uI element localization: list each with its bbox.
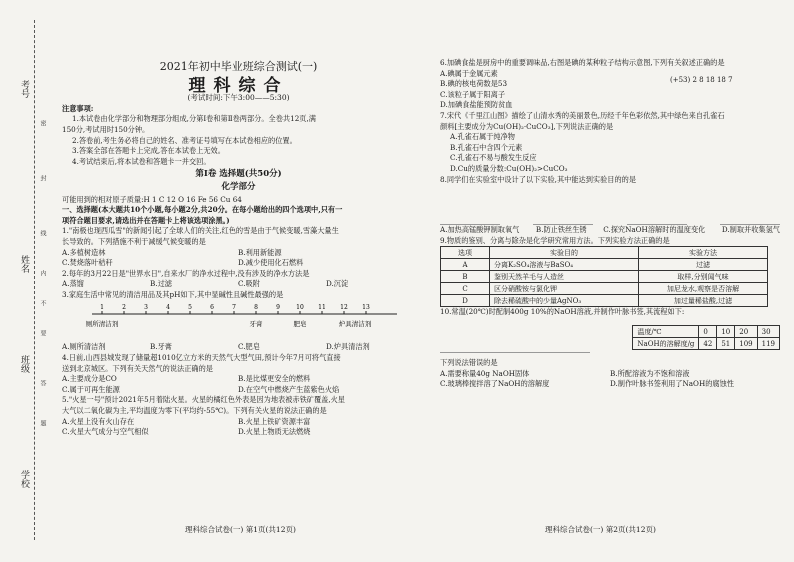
right-column [440,0,780,390]
ph-tick-label: 11 [318,304,326,312]
option: A.加热高锰酸钾制取氧气 [440,225,520,235]
option: D.炉具清洁剂 [326,342,370,352]
option: A.孔雀石属于纯净物 [450,132,515,142]
question-7: 7.宋代《千里江山图》描绘了山清水秀的美丽景色,历经千年色彩依然,其中绿色来自孔雀石 [440,110,725,120]
apparatus-a [440,185,500,225]
question-1: 长导致的。下列措施不利于减缓气候变暖的是 [62,236,206,246]
option: C.孔雀石不易与酸发生反应 [450,153,537,163]
table-cell: D [441,295,490,307]
table-cell: 加过量稀盐酸,过滤 [639,295,768,307]
table-cell: 温度/℃ [633,326,699,338]
question-4: 4.日前,山西县城发现了储量超1010亿立方米的天然气大型气田,预计今年7月可将气直接 [62,353,341,363]
table-cell: NaOH的溶解度/g [633,338,699,350]
q3-options [62,342,415,353]
question-1: 1."南极也现西瓜雪"的新闻引起了全球人们的关注,红色的雪是由于气候变暖,雪藻大量生 [62,226,339,236]
question-8: 8.同学们在实验室中设计了以下实验,其中能达到实验目的的是 [440,174,637,184]
table-cell: 分离K₂SO₄溶液与BaSO₄ [490,259,639,271]
option: B.是比煤更安全的燃料 [238,374,311,384]
instructions: 一、选择题(本大题共10个小题,每小题2分,共20分。在每小题给出的四个选项中,只有一 [62,205,343,215]
option: C.该粒子属于阳离子 [440,89,506,99]
question-5: 大气以二氧化碳为主,平均温度为零下(平均约-55℃)。下列有关火星的说法正确的是 [62,406,327,416]
ph-tick-label: 2 [122,304,126,312]
q10-options [440,379,780,390]
q10-subprompt: 下列说法错误的是 [440,357,498,367]
left-column [62,0,415,438]
option: A.多植树造林 [62,247,106,257]
seal-line [34,20,35,540]
apparatus-b [533,185,593,225]
question-3: 3.家庭生活中常见的清洁用品及其pH如下,其中显碱性且碱性最强的是 [62,289,284,299]
table-cell: 过滤 [639,259,768,271]
option: D.沉淀 [326,279,349,289]
notice-line: 1.本试卷由化学部分和物理部分组成,分第Ⅰ卷和第Ⅱ卷两部分。全卷共12页,满 [72,114,316,124]
table-cell: 51 [717,338,735,350]
ph-tick-label: 13 [362,304,370,312]
option: B.利用新能源 [238,247,282,257]
table-cell: 区分硝酸铵与氯化钾 [490,283,639,295]
solubility-table [632,325,780,350]
exam-title: 2021年初中毕业班综合测试(一) [159,60,318,73]
q10-options [440,369,780,380]
seal-word: 线 [39,230,46,236]
q6-block [440,69,780,111]
question-2: 2.每年的3月22日是"世界水日",自来水厂的净水过程中,没有涉及的净水方法是 [62,268,310,278]
table-cell: C [441,283,490,295]
table-cell: 119 [757,338,779,350]
apparatus-c [627,185,687,225]
seal-word: 要 [39,330,46,336]
question-6: 6.加碘食盐是厨房中的重要调味品,右图是碘的某种粒子结构示意图,下列有关叙述正确的是 [440,58,725,67]
flow-diagram [440,322,590,353]
question-10: 10.常温(20℃)时配制400g 10%的NaOH溶液,并制作叶脉书签,其流程如下: [440,307,685,317]
option: A.碘属于金属元素 [440,68,498,78]
ph-tick-label: 5 [188,304,192,312]
ph-item-label: 牙膏 [249,320,263,329]
question-9: 9.物质的鉴别、分离与除杂是化学研究常用方法。下列实验方法正确的是 [440,235,670,245]
apparatus-d [720,185,780,225]
ph-item-label: 肥皂 [293,320,307,329]
seal-word: 密 [39,120,46,126]
ph-scale [62,300,415,342]
table-cell: 30 [757,326,779,338]
binding-margin [0,0,50,562]
table-cell: 109 [735,338,757,350]
ph-tick-label: 10 [296,304,304,312]
table-cell: 鉴别天然羊毛与人造丝 [490,271,639,283]
table-row [441,259,768,271]
table-row [633,338,780,350]
table-cell: 20 [735,326,757,338]
option: D.减少使用化石燃料 [238,258,304,268]
ph-item-label: 炉具清洁剂 [338,320,372,329]
option: C.吸附 [238,279,260,289]
question-7: 颜料[主要成分为Cu(OH)₂·CuCO₃],下列说法正确的是 [440,121,614,131]
seal-word: 题 [39,420,46,426]
option: A.火星上没有火山存在 [62,416,135,426]
class-label: 班级 [19,355,29,373]
option: B.防止铁丝生锈 [535,225,587,235]
page-footer-left: 理科综合试卷(一) 第1页(共12页) [185,525,296,534]
q9-table [440,246,768,307]
option: C.焚烧落叶秸秆 [62,258,113,268]
chemistry-heading: 化学部分 [221,181,256,192]
ph-tick-label: 7 [232,304,236,312]
table-header: 选项 [441,247,490,259]
q2-options [62,279,415,290]
table-cell: A [441,259,490,271]
table-cell: 除去稀硫酸中的少量AgNO₃ [490,295,639,307]
exam-number-label: 考号 [19,80,29,98]
seal-word: 不 [39,300,46,306]
option: B.过滤 [150,279,172,289]
ph-tick-label: 4 [166,304,170,312]
option: D.火星上物质无法燃烧 [238,427,311,437]
q8-options [440,225,780,236]
option: B.孔雀石中含四个元素 [450,142,523,152]
ph-tick-label: 8 [254,304,258,312]
option: B.火星上铁矿资源丰富 [238,416,311,426]
option: A.厕所清洁剂 [62,342,106,352]
option: A.需要称量40g NaOH固体 [440,368,530,378]
q1-options [62,248,415,259]
table-header: 实验方法 [639,247,768,259]
table-cell: B [441,271,490,283]
ph-tick-label: 12 [340,304,348,312]
iodine-atom-diagram: (+53) 2 8 18 18 7 [670,75,733,84]
q5-options [62,427,415,438]
option: C.玻璃棒搅拌溶了NaOH的溶解度 [440,379,550,389]
ph-item-label: 厕所清洁剂 [85,320,119,329]
table-cell: 10 [717,326,735,338]
seal-word: 内 [39,270,46,276]
section-heading: 第Ⅰ卷 选择题(共50分) [195,169,282,180]
notice-heading: 注意事项: [62,103,94,113]
atomic-masses: 可能用到的相对原子质量:H 1 C 12 O 16 Fe 56 Cu 64 [62,194,242,204]
option: A.蒸馏 [62,279,84,289]
option: D.加碘食盐能预防贫血 [440,100,513,110]
table-cell: 42 [699,338,717,350]
q10-flow [440,318,780,358]
question-5: 5."火星一号"预计2021年5月着陆火星。火星的橘红色外表是因为地表被赤铁矿覆盖,火星 [62,395,345,405]
seal-word: 封 [39,175,46,181]
ph-tick-label: 6 [210,304,214,312]
page-footer-right: 理科综合试卷(一) 第2页(共12页) [545,525,656,534]
notice-line: 4.考试结束后,将本试卷和答题卡一并交回。 [72,156,211,166]
option: A.主要成分是CO [62,374,117,384]
option: C.火星大气成分与空气相似 [62,427,149,437]
instructions: 项符合题目要求,请选出并在答题卡上将该选项涂黑。) [62,215,230,225]
exam-time: (考试时间:下午3:00——5:30) [187,93,290,103]
q8-apparatus [440,185,780,225]
option: D.Cu的质量分数:Cu(OH)₂>CuCO₃ [450,163,568,173]
seal-word: 答 [39,380,46,386]
q1-options [62,258,415,269]
option: D.在空气中燃烧产生蓝紫色火焰 [238,384,340,394]
table-header-row [441,247,768,259]
table-cell: 加尼龙水,观察是否溶解 [639,283,768,295]
table-cell: 0 [699,326,717,338]
table-row [441,283,768,295]
name-label: 姓名 [19,255,29,273]
table-header: 实验目的 [490,247,639,259]
option: D.制取并收集氢气 [721,225,780,235]
question-4: 送到北京城区。下列有关天然气的说法正确的是 [62,363,213,373]
school-label: 学校 [19,470,29,488]
table-cell: 取样,分别闻气味 [639,271,768,283]
ph-tick-label: 3 [144,304,148,312]
table-row [441,271,768,283]
option: C.属于可再生能源 [62,384,120,394]
option: C.探究NaOH溶解时的温度变化 [603,225,706,235]
notice-line: 2.答卷前,考生务必将自己的姓名、准考证号填写在本试卷相应的位置。 [72,135,297,145]
ph-tick-label: 1 [100,304,104,312]
option: C.肥皂 [238,342,260,352]
option: B.牙膏 [150,342,172,352]
subject-title: 理科综合 [188,75,289,96]
table-row [441,295,768,307]
notice-line: 3.答案全部在答题卡上完成,答在本试卷上无效。 [72,146,225,156]
option: D.制作叶脉书签利用了NaOH的腐蚀性 [610,379,734,389]
ph-tick-label: 9 [276,304,280,312]
option: B.碘的核电荷数是53 [440,79,508,89]
ph-scale-svg [62,300,415,342]
q5-options [62,417,415,428]
option: B.所配溶液为不饱和溶液 [610,368,690,378]
notice-line: 150分,考试用时150分钟。 [62,124,150,134]
q4-options [62,385,415,396]
table-row [633,326,780,338]
q4-options [62,374,415,385]
